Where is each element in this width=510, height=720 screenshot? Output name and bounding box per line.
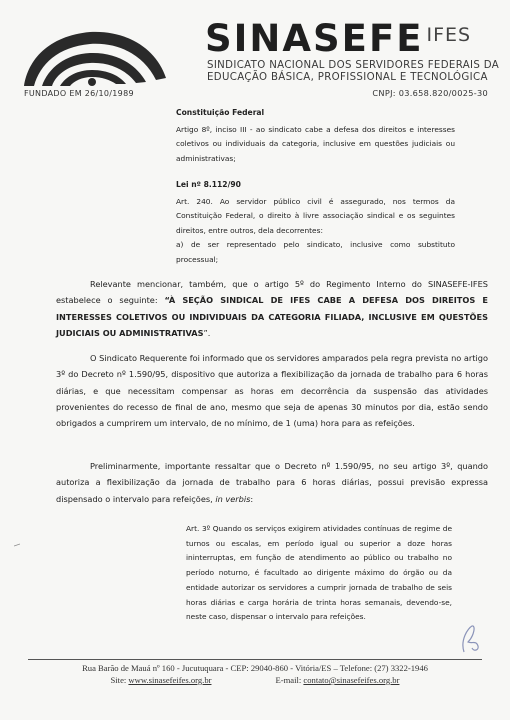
constitution-quote xyxy=(176,106,455,166)
footer-email-link[interactable]: contato@sinasefeifes.org.br xyxy=(303,675,400,685)
footer-site-label: Site: xyxy=(110,675,129,685)
paragraph-preliminary xyxy=(56,458,488,507)
founded-date: FUNDADO EM 26/10/1989 xyxy=(24,89,134,98)
footer-site-link[interactable]: www.sinasefeifes.org.br xyxy=(128,675,212,685)
law-text: Art. 240. Ao servidor público civil é assegurado, nos termos da Constituição Federal, o direito à livre associação sindical e os seguintes direitos, entre outros, dela decorrentes: xyxy=(176,196,455,235)
law-item-a: a) de ser representado pelo sindicato, inclusive como substituto processual; xyxy=(176,240,455,264)
paragraph-regimento xyxy=(56,276,488,341)
paragraph-informed-text: O Sindicato Requerente foi informado que os servidores amparados pela regra prevista no artigo 3º do Decreto nº 1.590/95, dispositivo que autoriza a flexibilização da jornada de trabalho para 6 horas diárias, e que necessitam compensar as horas em decorrência da suspensão das atividades provenientes do recesso de final de ano, mesmo que seja de apenas 30 minutos por dia, estão sendo obrigados a cumprirem um intervalo, de no mínimo, de 1 (uma) hora para as refeições. xyxy=(56,353,488,429)
brand-name: SINASEFE xyxy=(205,17,424,60)
paragraph-informed xyxy=(56,350,488,431)
constitution-heading: Constituição Federal xyxy=(176,108,265,117)
tagline-line1: SINDICATO NACIONAL DOS SERVIDORES FEDERAIS DA xyxy=(207,60,500,71)
paragraph-regimento-quote: “À SEÇÃO SINDICAL DE IFES CABE A DEFESA DOS DIREITOS E INTERESSES COLETIVOS OU INDIVIDUAIS DA CATEGORIA FILIADA, INCLUSIVE EM QUESTÕES JUDICIAIS OU ADMINISTRATIVAS xyxy=(56,295,488,338)
paragraph-preliminary-italic: in verbis xyxy=(215,493,251,504)
footer-email-label: E-mail: xyxy=(275,675,304,685)
footer-contacts xyxy=(0,675,510,685)
paragraph-regimento-lead: Relevante mencionar, também, que o artigo 5º do Regimento Interno do SINASEFE-IFES estabelece o seguinte: xyxy=(56,279,488,306)
paragraph-preliminary-tail: : xyxy=(250,493,254,504)
law-heading: Lei nº 8.112/90 xyxy=(176,180,241,189)
decree-article-quote: Art. 3º Quando os serviços exigirem atividades contínuas de regime de turnos ou escalas, em período igual ou superior a doze horas ininterruptas, em função de atendimento ao público ou trabalho no período noturno, é facultado ao dirigente máximo do órgão ou da entidade autorizar os servidores a cumprir jornada de trabalho de seis horas diárias e carga horária de trinta horas semanais, devendo-se, neste caso, dispensar o intervalo para refeições. xyxy=(186,524,452,622)
constitution-text: Artigo 8º, inciso III - ao sindicato cabe a defesa dos direitos e interesses coletivos ou individuais da categoria, inclusive em questões judiciais ou administrativas; xyxy=(176,124,455,163)
tagline-line2: EDUCAÇÃO BÁSICA, PROFISSIONAL E TECNOLÓGICA xyxy=(207,72,488,83)
margin-mark-icon xyxy=(14,543,20,547)
law-quote xyxy=(176,178,455,268)
union-logo-icon xyxy=(20,20,170,88)
footer-address: Rua Barão de Mauá nº 160 - Jucutuquara - CEP: 29040-860 - Vitória/ES – Telefone: (27) 3322-1946 xyxy=(82,663,428,673)
paragraph-regimento-tail: ”. xyxy=(203,327,211,338)
paragraph-preliminary-text: Preliminarmente, importante ressaltar que o Decreto nº 1.590/95, no seu artigo 3º, quando autoriza a flexibilização da jornada de trabalho para 6 horas diárias, possui previsão expressa dispensado o intervalo para refeições, xyxy=(56,461,488,504)
cnpj-number: CNPJ: 03.658.820/0025-30 xyxy=(372,88,488,98)
brand-suffix: IFES xyxy=(426,24,472,46)
brand-logotype xyxy=(205,17,471,60)
footer-divider xyxy=(28,659,482,660)
signature-mark-icon xyxy=(456,622,486,658)
